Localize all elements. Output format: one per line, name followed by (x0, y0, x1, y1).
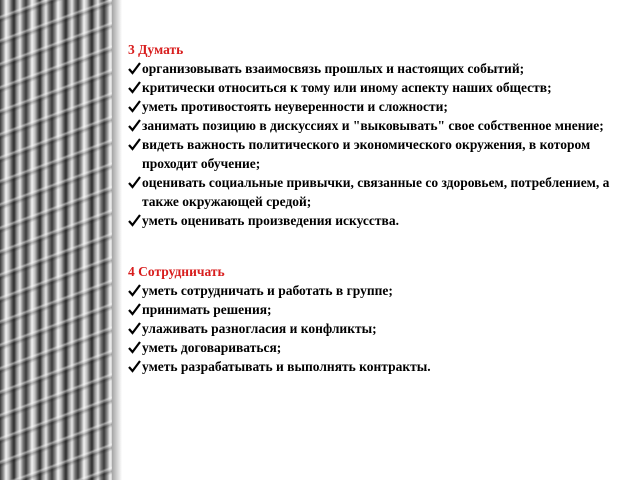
list-item-text: видеть важность политического и экономического окружения, в котором проходит обучение; (142, 137, 591, 171)
list-item (128, 116, 628, 135)
section-title-think: 3 Думать (128, 42, 184, 57)
section-spacer (128, 230, 628, 262)
list-item (128, 173, 628, 211)
checkmark-icon (128, 59, 141, 77)
checkmark-icon (128, 319, 141, 337)
list-item (128, 97, 628, 116)
list-item-text: организовывать взаимосвязь прошлых и настоящих событий; (142, 61, 525, 76)
checkmark-icon (128, 281, 141, 299)
checkmark-icon (128, 78, 141, 96)
list-item (128, 319, 628, 338)
list-item (128, 135, 628, 173)
list-item-text: занимать позицию в дискуссиях и "выковывать" свое собственное мнение; (142, 118, 604, 133)
checkmark-icon (128, 300, 141, 318)
list-item (128, 300, 628, 319)
list-item-text: уметь оценивать произведения искусства. (142, 213, 399, 228)
decorative-metal-strip (0, 0, 112, 480)
checkmark-icon (128, 338, 141, 356)
list-item (128, 357, 628, 376)
section-title-cooperate: 4 Сотрудничать (128, 264, 225, 279)
list-item-text: улаживать разногласия и конфликты; (142, 321, 377, 336)
list-item (128, 59, 628, 78)
list-item (128, 211, 628, 230)
list-item-text: оценивать социальные привычки, связанные со здоровьем, потреблением, а также окружающей средой; (142, 175, 610, 209)
list-item-text: уметь договариваться; (142, 340, 282, 355)
checkmark-icon (128, 116, 141, 134)
checkmark-icon (128, 135, 141, 153)
decorative-strip-shadow (112, 0, 122, 480)
checkmark-icon (128, 211, 141, 229)
checkmark-icon (128, 173, 141, 191)
list-item (128, 338, 628, 357)
list-item (128, 78, 628, 97)
cooperate-list (128, 281, 628, 376)
list-item-text: уметь разрабатывать и выполнять контракты. (142, 359, 431, 374)
list-item-text: критически относиться к тому или иному аспекту наших обществ; (142, 80, 552, 95)
checkmark-icon (128, 97, 141, 115)
slide-content (128, 40, 628, 376)
list-item-text: уметь противостоять неуверенности и сложности; (142, 99, 448, 114)
think-list (128, 59, 628, 230)
list-item-text: принимать решения; (142, 302, 272, 317)
list-item (128, 281, 628, 300)
list-item-text: уметь сотрудничать и работать в группе; (142, 283, 393, 298)
checkmark-icon (128, 357, 141, 375)
